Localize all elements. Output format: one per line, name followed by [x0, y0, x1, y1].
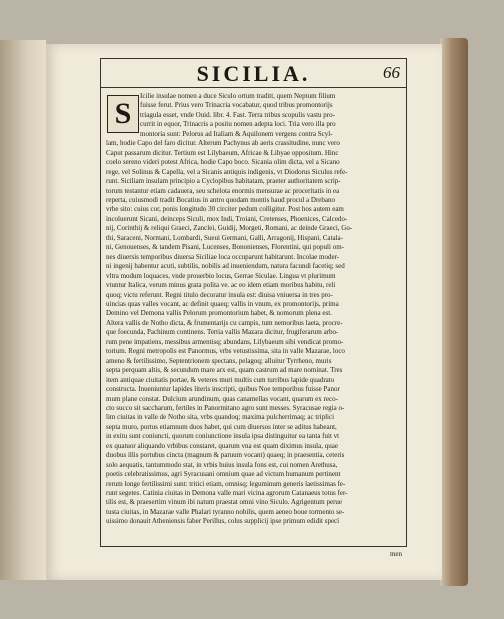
text-line: tusta ciuitas, in Mazarae valle Phalari tyranno nobilis, quem aeneo boue tormento se- [106, 507, 345, 516]
text-line: lam, hodie Capo del faro dicitur. Alterum Pachynus ab aeris crassitudine, nunc vero [106, 139, 340, 148]
text-line: vltra modum loquaces, vnde prouerbio locus, Gerrae Siculae. Lingua vt plurimum [106, 271, 336, 280]
text-line: septa muro, portus etiamnum duos habet, qui cum diuersos inter se aditus habeant, [106, 422, 337, 431]
decorated-initial: S [107, 95, 139, 133]
text-line: ni ingenij habentur acuti, subtilis, nobilis ad inueniendum, natura facundi facetiq; sed [106, 262, 345, 271]
page-title: SICILIA. [196, 61, 311, 86]
text-line: rum pene impatiens, messibus armentisq; abundans, Lilybaeum sibi vendicat promo- [106, 337, 344, 346]
text-line: runt segetes. Catinia ciuitas in Demona valle mari vicina agrorum Catanaeus totus fer- [106, 489, 348, 498]
right-binding-edge [440, 38, 468, 586]
folio-number: 66 [383, 63, 400, 82]
text-frame [100, 58, 407, 558]
text-line: in exitu sunt coniuncti, quorum coniunctione insula ipsa distinguitur ea tanta fuit vt [106, 432, 340, 441]
text-line: Caput passarum dicitur. Tertium est Lilybaeum, Africae & Libyae oppositum. Hinc [106, 148, 339, 157]
text-line: reperta, cuiusmodi tradit Bocatius in antro quodam montis haud procul a Drebano [106, 195, 335, 204]
text-line: incoluerunt Sicani, deinceps Siculi, mox Indi, Troiani, Cretenses, Phoenices, Calcedo- [106, 214, 348, 223]
text-line: ni, Genouenses, & tandem Pisani, Lucenses, Bononienses, Florentini, qui populi om- [106, 243, 344, 252]
text-line: cto succo sit saccharum, fertiles in Panormitano agro sunt messes. Syracusae regia o- [106, 403, 345, 412]
text-line: solo aequatis, tantummodo stat, in vrbis huius insula fons est, cui nomen Arethusa, [106, 460, 338, 469]
text-line: quoq; victu referunt. Regni titulo decoratur insula est: diuisa vniuersa in tres pro- [106, 290, 333, 299]
text-line: Demino vel Demona vallis Pelorum promontorium habet, & nomorum plena est. [106, 309, 332, 318]
text-line: montoria sunt: Pelorus ad Italiam & Aquilonem vergens contra Scyl- [140, 129, 333, 138]
text-line: rerum longe fertilissimi sunt: tritici etiam, omnisq; leguminum generis laetissimas fe- [106, 479, 346, 488]
text-line: rege, vel Solinus & Capella, vel a Sicanis antiquis indigenis, vt Diodorus Siculus refe- [106, 167, 348, 176]
left-page-edge [0, 40, 46, 580]
text-line: mum plane constat. Dulcium arundinum, quas canamellas vocant, quarum ex reco- [106, 394, 338, 403]
text-line: torum testantur etiam cadauera, seu schelota enormis mensurae ac proceritatis in ea [106, 186, 340, 195]
text-line: thi, Saraceni, Normani, Lombardi, Sueui Germani, Galli, Arragonij, Hispani, Catala- [106, 233, 343, 242]
text-line: tilis est, & praesertim vinum ibi natum praestat omni vino Siculo. Agrigentum perue [106, 498, 343, 507]
text-line: coelo sereno videri potest Africa, hodie Capo boco. Sicania olim dicta, vel a Sicano [106, 158, 340, 167]
text-line: runt. Siciliam insulam principio a Cyclopibus habitatam, praeter authoritatem scrip- [106, 177, 341, 186]
text-line: Altera vallis de Notho dicta, & frumentarijs cu campis, tum nemoribus laeta, procre- [106, 318, 343, 327]
text-line: lim ciuitas in valle de Notho sita, vrbs quandoq; maxima pulcherrimaq; ac triplici [106, 413, 335, 422]
text-line: currit in equor, Trinacris a positu nomen adepta loci. Tria vero illa pro [140, 120, 336, 129]
text-line: septa perquam altis, & secundum mare arx est, quam castrum ad mare nominat. Tres [106, 366, 343, 375]
text-line: que foecunda, Pachinum continens. Tertia vallis Mazara dicitur, frugiferarum arbo- [106, 328, 339, 337]
text-line: fuisse ferut. Prius vero Trinacria vocabatur, quod tribus promontorijs [140, 101, 333, 110]
catchword: men [389, 550, 402, 558]
text-line: ex quatuor aliquando vrbibus constaret, quarum vna est quam diximus insula, quae [106, 441, 338, 450]
text-line: item antiquae ciuitatis portae, & veteres muri multis cum turribus lapide quadrato [106, 375, 335, 384]
text-line: triagula esset, vnde Ouid. libr. 4. Fast. Terra tribus scopulis vastu pro- [140, 110, 335, 119]
text-line: duobus illis portubus cincta (magnum & paruum vocant) quaeq; in praesentia, ceteris [106, 451, 345, 460]
text-line: poetis celebratissimus, agri Syracusani omnium quae ad victum humanum pertinent [106, 470, 341, 479]
text-line: vtuntur Italica, verum minus grata polita ve. ac eo idem etiam moribus habitu, reli [106, 281, 336, 290]
body-text [106, 92, 402, 527]
text-line: Icilie insulae nomen a duce Siculo ortum traditt, quem Neptum filium [140, 92, 336, 100]
text-line: nij, Corinthij & reliqui Graeci, Zanclei, Guidij, Morgeti, Romani, ac deinde Graeci, Go- [106, 224, 353, 233]
text-line: uissimo donauit Atheniensis faber Perillus, colus supplicij ipse primum edidit specì [106, 517, 340, 526]
text-line: vrbe sito: cuius cor, ponis longitudo 30 circiter pedum colligitur. Post hos autem eam [106, 205, 344, 214]
text-line: constructa. Inueniuntur lapides literis inscripti, quibus Noe temporibus fuisse Panor [106, 385, 340, 394]
header-rule [101, 87, 406, 88]
text-line: ameno & fertilissimo, Septentrionem spectans, pelagoq; alluitur Tyrrheno, muris [106, 356, 332, 365]
text-line: nes diuersis temporibus diuersa Siciliae loca occuparunt habitarunt. Incolae moder- [106, 252, 340, 261]
text-line: torium. Regni metropolis est Panormus, vrbs vetustissima, sita in valle Mazarae, loco [106, 347, 345, 356]
text-line: uincias quas valles vocant, ac definit quaeq; vallis in vnum, ex promontorijs, prima [106, 299, 339, 308]
